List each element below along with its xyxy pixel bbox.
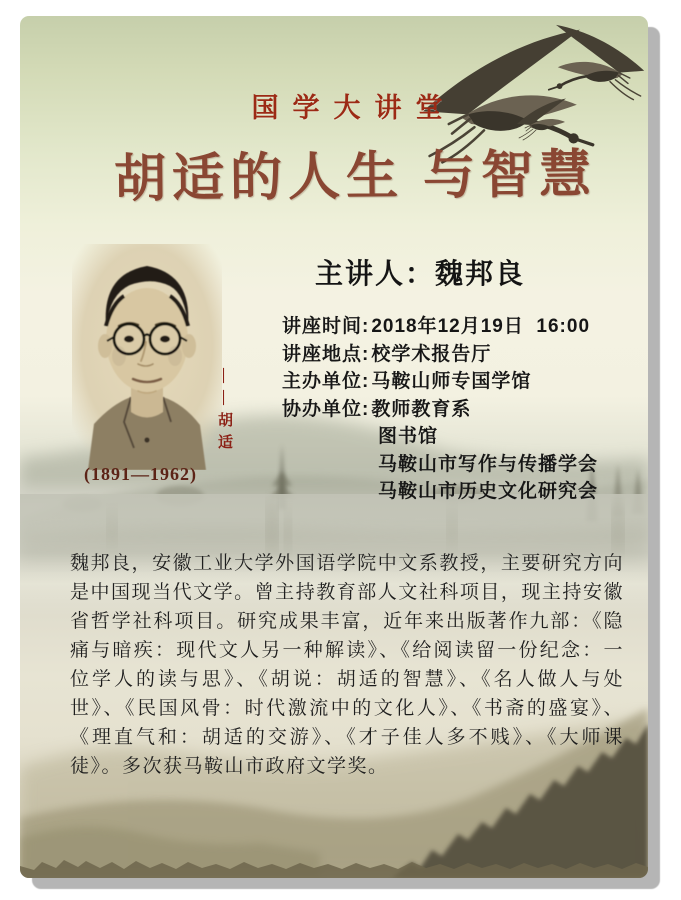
coorganizer-extra-line: 马鞍山市历史文化研究会 [378,481,599,502]
speaker-bio: 魏邦良，安徽工业大学外国语学院中文系教授，主要研究方向是中国现当代文学。曾主持教育部人文社科项目，现主持安徽省哲学社科项目。研究成果丰富，近年来出版著作九部：《隐痛与暗疾：现代文人另一种解读》、《给阅读留一份纪念：一位学人的读与思》、《胡说：胡适的智慧》、《名人做人与处世》、《民国风骨：时代激流中的文化人》、《书斋的盛宴》、《理直气和：胡适的交游》、《才子佳人多不贱》、《大师课徒》。多次获马鞍山市政府文学奖。 [70,553,624,777]
detail-value: 2018年12月19日 16:00 [371,316,591,337]
detail-value: 教师教育系 [371,398,472,420]
detail-value: 校学术报告厅 [371,343,492,365]
detail-row-coorganizer [282,396,642,424]
detail-row-time [282,313,642,341]
detail-label: 协办单位: [282,398,370,420]
speaker-label: 主讲人： [315,258,436,289]
portrait-photo [72,244,222,470]
detail-label: 讲座地点: [282,343,370,365]
photo-vertical-label: ——胡适 [216,368,232,456]
detail-row-host [282,368,642,396]
speaker-line [315,252,525,292]
lecture-details [282,313,642,506]
poster-card [20,16,648,878]
speaker-name: 魏邦良 [435,258,526,289]
detail-row-place [282,341,642,369]
photo-caption: (1891—1962) [84,464,197,484]
detail-label: 讲座时间: [282,316,370,337]
series-title: 国学大讲堂 [251,93,457,123]
coorganizer-extra-line: 图书馆 [378,426,439,447]
detail-label: 主办单位: [282,371,370,392]
coorganizer-extra-line: 马鞍山市写作与传播学会 [378,453,599,475]
main-title-calligraphy: 胡适的人生 与智慧 [113,146,598,209]
detail-value: 马鞍山师专国学馆 [371,371,532,392]
